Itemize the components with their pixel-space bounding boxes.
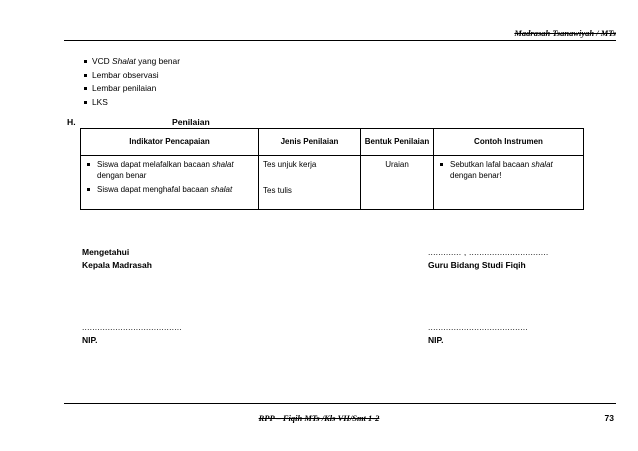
place-date-line: ............. , ...............................: [428, 247, 549, 257]
list-item: Siswa dapat menghafal bacaan shalat: [85, 184, 254, 195]
signature-left: [82, 246, 152, 271]
section-title: Penilaian: [172, 117, 210, 127]
instrumen-cell: [434, 156, 584, 210]
nip-label: NIP.: [82, 334, 98, 345]
assessment-table: [80, 128, 584, 210]
jenis-item: Tes unjuk kerja: [263, 160, 317, 169]
list-item: VCD Shalat yang benar: [84, 55, 180, 69]
list-item: Siswa dapat melafalkan bacaan shalat dengan benar: [85, 159, 254, 181]
list-item: Lembar observasi: [84, 69, 180, 83]
list-item: Sebutkan lafal bacaan shalat dengan benar!: [438, 159, 579, 181]
jenis-cell: [259, 156, 361, 210]
list-item: LKS: [84, 96, 180, 110]
footer-title: RPP – Fiqih MTs /Kls VII/Smt 1-2: [258, 413, 380, 423]
header-title: Madrasah Tsanawiyah / MTs: [514, 28, 616, 38]
table-row: [81, 156, 584, 210]
bentuk-cell: Uraian: [361, 156, 434, 210]
section-letter: H.: [67, 117, 76, 127]
col-header-jenis: Jenis Penilaian: [259, 129, 361, 156]
table-header-row: [81, 129, 584, 156]
col-header-bentuk: Bentuk Penilaian: [361, 129, 434, 156]
col-header-instrumen: Contoh Instrumen: [434, 129, 584, 156]
signature-left-bottom: [82, 321, 182, 346]
signature-right: [428, 246, 548, 271]
signature-left-line1: Mengetahui: [82, 247, 130, 257]
header-rule: [64, 40, 616, 41]
indikator-cell: [81, 156, 259, 210]
page-number: 73: [604, 413, 614, 423]
signature-right-bottom: [428, 321, 528, 346]
jenis-item: Tes tulis: [263, 186, 292, 196]
signature-line: .......................................: [82, 322, 182, 332]
signature-left-line2: Kepala Madrasah: [82, 259, 152, 270]
signature-line: .......................................: [428, 322, 528, 332]
footer-rule: [64, 403, 616, 404]
materials-list: [84, 55, 180, 109]
signature-right-line2: Guru Bidang Studi Fiqih: [428, 259, 526, 270]
col-header-indikator: Indikator Pencapaian: [81, 129, 259, 156]
nip-label: NIP.: [428, 334, 444, 345]
list-item: Lembar penilaian: [84, 82, 180, 96]
